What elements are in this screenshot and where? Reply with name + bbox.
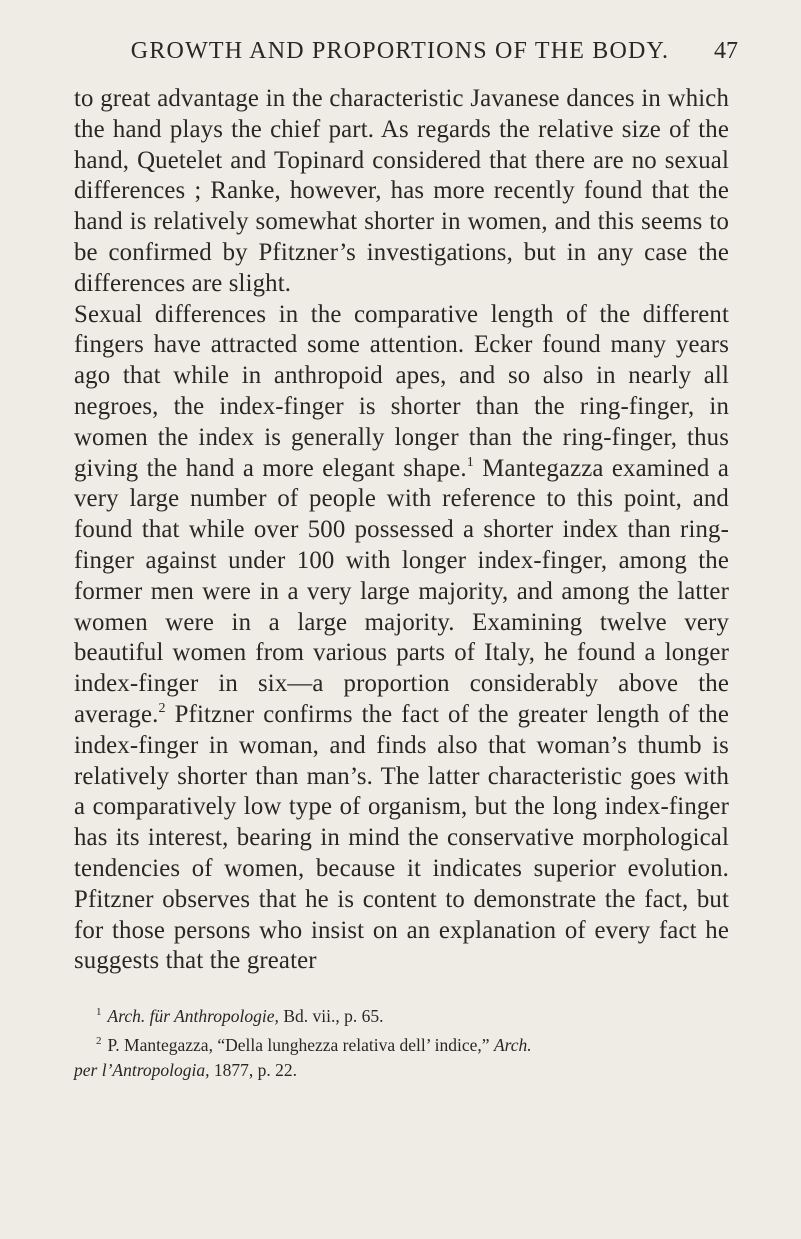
paragraph-2-part-b: Mantegazza examined a very large number of people with reference to this point, and found that while over 500 possessed a shorter index than ring-finger against under 100 with longer index-finger, among the former men were in a very large majority, and among the latter women were in a large majority. Examining twelve very beautiful women from various parts of Italy, he found a longer index-finger in six—a proportion considerably above the average. bbox=[74, 454, 729, 728]
footnote-1 bbox=[74, 1000, 729, 1029]
footnote-2-rest: 1877, p. 22. bbox=[209, 1060, 297, 1080]
paragraph-2 bbox=[74, 300, 729, 978]
footnote-2-continued bbox=[74, 1058, 729, 1083]
footnote-2-text: P. Mantegazza, “Della lunghezza relativa dell’ indice,” bbox=[107, 1035, 494, 1055]
footnote-1-rest: Bd. vii., p. 65. bbox=[278, 1006, 384, 1026]
body-text bbox=[74, 84, 729, 977]
paragraph-1: to great advantage in the characteristic Javanese dances in which the hand plays the chief part. As regards the relative size of the hand, Quetelet and Topinard considered that there are no sexual differences ; Ranke, however, has more recently found that the hand is relatively somewhat shorter in women, and this seems to be confirmed by Pfitzner’s investigations, but in any case the differences are slight. bbox=[74, 85, 729, 297]
footnote-2-title-b: per l’Antropologia, bbox=[74, 1060, 210, 1080]
footnote-1-mark: 1 bbox=[96, 1006, 102, 1018]
footnote-2-mark: 2 bbox=[96, 1035, 102, 1047]
footnote-1-title: Arch. für Anthropologie, bbox=[107, 1006, 279, 1026]
running-head: GROWTH AND PROPORTIONS OF THE BODY. bbox=[130, 38, 670, 64]
page-header bbox=[70, 34, 738, 74]
paragraph-2-part-c: Pfitzner confirms the fact of the greater length of the index-finger in woman, and finds also that woman’s thumb is relatively shorter than man’s. The latter characteristic goes with a comparatively low type of organism, but the long index-finger has its interest, bearing in mind the conservative morphological tendencies of women, because it indicates superior evolution. Pfitzner observes that he is content to demonstrate the fact, but for those persons who insist on an explanation of every fact he suggests that the greater bbox=[74, 700, 729, 975]
footnote-2-title-a: Arch. bbox=[493, 1035, 532, 1055]
paragraph-2-part-a: Sexual differences in the comparative length of the different fingers have attracted some attention. Ecker found many years ago that while in anthropoid apes, and so also in nearly all negroes, the index-finger is shorter than the ring-finger, in women the index is generally longer than the ring-finger, thus giving the hand a more elegant shape. bbox=[74, 300, 729, 482]
footnotes bbox=[74, 1000, 729, 1083]
footnote-2 bbox=[74, 1029, 729, 1058]
footnote-ref-1[interactable]: 1 bbox=[466, 454, 474, 470]
page-number: 47 bbox=[714, 38, 738, 64]
footnote-ref-2[interactable]: 2 bbox=[158, 700, 166, 716]
